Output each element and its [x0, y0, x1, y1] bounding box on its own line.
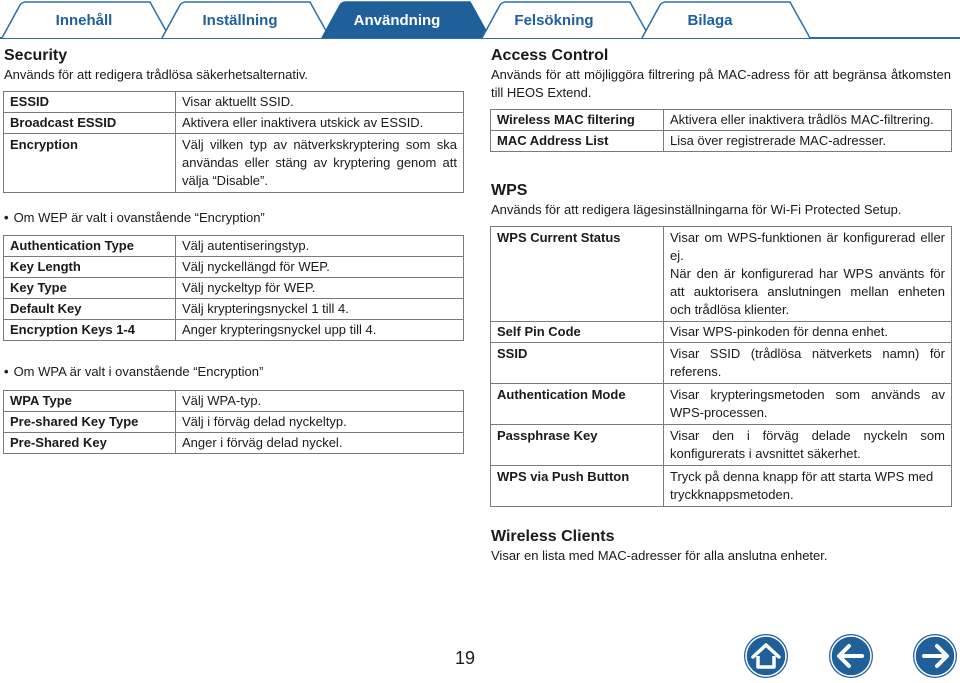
- table-key: Pre-shared Key Type: [4, 412, 176, 433]
- wpa-note-text: Om WPA är valt i ovanstående “Encryption”: [13, 364, 264, 379]
- tab-innehall[interactable]: Innehåll: [55, 12, 113, 29]
- table-key: WPA Type: [4, 391, 176, 412]
- home-button[interactable]: [743, 633, 789, 679]
- wps-title: WPS: [491, 182, 528, 199]
- table-value: Lisa över registrerade MAC-adresser.: [664, 131, 952, 152]
- access-table: [490, 109, 952, 152]
- page-number: 19: [455, 648, 476, 668]
- table-value: Välj krypteringsnyckel 1 till 4.: [176, 299, 464, 320]
- wps-status-line2: När den är konfigurerad har WPS använts för att auktorisera anslutningen mellan enheten och trådlösa klienter.: [670, 266, 945, 317]
- tab-anvandning[interactable]: Användning: [353, 12, 441, 29]
- wps-status-line1: Visar om WPS-funktionen är konfigurerad eller ej.: [670, 230, 945, 263]
- table-key: Encryption Keys 1-4: [4, 320, 176, 341]
- table-key: Key Type: [4, 278, 176, 299]
- table-value: Välj vilken typ av nätverkskryptering som ska användas eller stäng av kryptering genom att välja “Disable”.: [176, 134, 464, 193]
- table-value: Välj i förväg delad nyckeltyp.: [176, 412, 464, 433]
- access-title: Access Control: [491, 47, 609, 64]
- table-key: Pre-Shared Key: [4, 433, 176, 454]
- clients-title: Wireless Clients: [491, 528, 615, 545]
- tab-installning[interactable]: Inställning: [202, 12, 278, 29]
- table-key: WPS via Push Button: [491, 466, 664, 507]
- table-key: Broadcast ESSID: [4, 113, 176, 134]
- table-value: Välj autentiseringstyp.: [176, 236, 464, 257]
- table-key: Key Length: [4, 257, 176, 278]
- wep-table: [3, 235, 464, 341]
- table-key: WPS Current Status: [491, 227, 664, 322]
- access-desc: Används för att möjliggöra filtrering på MAC-adress för att begränsa åtkomsten till HEOS Extend.: [491, 67, 951, 100]
- tab-felsokning[interactable]: Felsökning: [514, 12, 594, 29]
- table-value: Visar WPS-pinkoden för denna enhet.: [664, 322, 952, 343]
- back-button[interactable]: [828, 633, 874, 679]
- security-desc: Används för att redigera trådlösa säkerhetsalternativ.: [4, 67, 308, 82]
- table-key: Authentication Type: [4, 236, 176, 257]
- wps-table: [490, 226, 952, 507]
- table-value: Tryck på denna knapp för att starta WPS med tryckknappsmetoden.: [664, 466, 952, 507]
- wpa-table: [3, 390, 464, 454]
- table-value: Visar SSID (trådlösa nätverkets namn) för referens.: [664, 343, 952, 384]
- table-value: Anger i förväg delad nyckel.: [176, 433, 464, 454]
- tab-bar: [0, 0, 960, 40]
- table-value: Anger krypteringsnyckel upp till 4.: [176, 320, 464, 341]
- table-value: Välj nyckellängd för WEP.: [176, 257, 464, 278]
- table-value: [664, 227, 952, 322]
- table-key: Passphrase Key: [491, 425, 664, 466]
- table-value: Aktivera eller inaktivera utskick av ESSID.: [176, 113, 464, 134]
- table-key: Wireless MAC filtering: [491, 110, 664, 131]
- table-value: Visar den i förväg delade nyckeln som konfigurerats i avsnittet säkerhet.: [664, 425, 952, 466]
- table-key: Self Pin Code: [491, 322, 664, 343]
- forward-button[interactable]: [912, 633, 958, 679]
- table-value: Aktivera eller inaktivera trådlös MAC-filtrering.: [664, 110, 952, 131]
- table-value: Visar krypteringsmetoden som används av WPS-processen.: [664, 384, 952, 425]
- security-table: [3, 91, 464, 193]
- wps-desc: Används för att redigera lägesinställningarna för Wi-Fi Protected Setup.: [491, 202, 902, 217]
- wpa-note: [4, 364, 263, 379]
- bullet-icon: •: [4, 210, 9, 225]
- tab-bilaga[interactable]: Bilaga: [687, 12, 733, 29]
- table-key: Default Key: [4, 299, 176, 320]
- wep-note-text: Om WEP är valt i ovanstående “Encryption”: [13, 210, 265, 225]
- security-title: Security: [4, 47, 68, 64]
- table-key: Encryption: [4, 134, 176, 193]
- clients-desc: Visar en lista med MAC-adresser för alla anslutna enheter.: [491, 548, 828, 563]
- wep-note: [4, 210, 265, 225]
- table-value: Välj nyckeltyp för WEP.: [176, 278, 464, 299]
- table-value: Välj WPA-typ.: [176, 391, 464, 412]
- table-value: Visar aktuellt SSID.: [176, 92, 464, 113]
- table-key: ESSID: [4, 92, 176, 113]
- table-key: MAC Address List: [491, 131, 664, 152]
- table-key: SSID: [491, 343, 664, 384]
- bullet-icon: •: [4, 364, 9, 379]
- table-key: Authentication Mode: [491, 384, 664, 425]
